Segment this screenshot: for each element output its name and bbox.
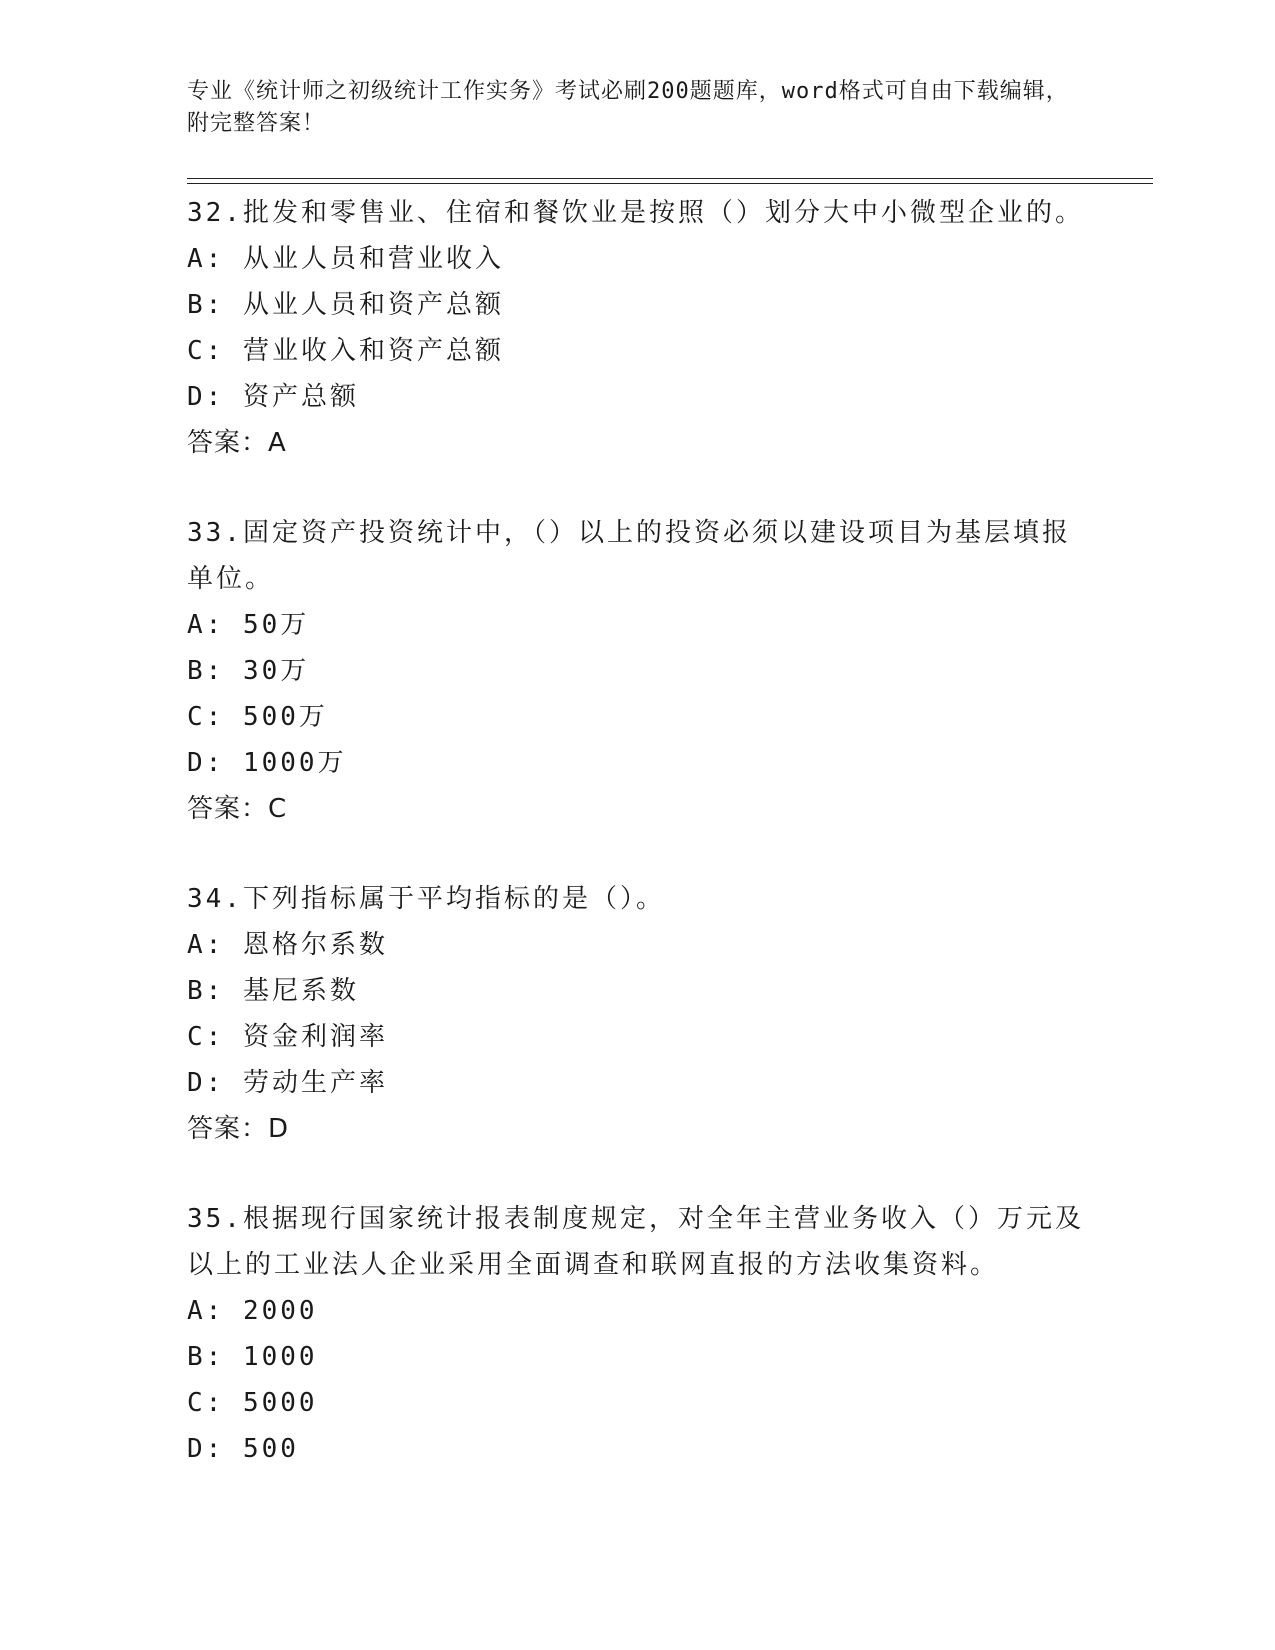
question-35 — [187, 1196, 1087, 1472]
option-d: D: 1000万 — [187, 748, 347, 778]
question-34 — [187, 876, 1087, 1152]
question-list — [187, 190, 1087, 1516]
option-b: B: 从业人员和资产总额 — [187, 290, 504, 320]
answer-line: 答案：D — [187, 1114, 290, 1144]
header-divider-bottom — [187, 183, 1153, 184]
header-divider-top — [187, 178, 1153, 179]
option-d: D: 资产总额 — [187, 382, 359, 412]
option-d: D: 500 — [187, 1434, 299, 1464]
option-c: C: 资金利润率 — [187, 1022, 388, 1052]
option-a: A: 50万 — [187, 610, 310, 640]
option-b: B: 基尼系数 — [187, 976, 359, 1006]
option-a: A: 2000 — [187, 1296, 318, 1326]
question-stem: 35.根据现行国家统计报表制度规定，对全年主营业务收入（）万元及以上的工业法人企业采用全面调查和联网直报的方法收集资料。 — [187, 1204, 1084, 1280]
option-a: A: 从业人员和营业收入 — [187, 244, 504, 274]
question-stem: 32.批发和零售业、住宿和餐饮业是按照（）划分大中小微型企业的。 — [187, 198, 1084, 228]
option-b: B: 30万 — [187, 656, 310, 686]
option-b: B: 1000 — [187, 1342, 318, 1372]
question-32 — [187, 190, 1087, 466]
option-a: A: 恩格尔系数 — [187, 930, 388, 960]
answer-line: 答案：C — [187, 794, 288, 824]
question-stem: 33.固定资产投资统计中，（）以上的投资必须以建设项目为基层填报单位。 — [187, 518, 1071, 594]
option-c: C: 500万 — [187, 702, 328, 732]
question-33 — [187, 510, 1087, 832]
answer-line: 答案：A — [187, 428, 287, 458]
option-d: D: 劳动生产率 — [187, 1068, 388, 1098]
question-stem: 34.下列指标属于平均指标的是（）。 — [187, 884, 665, 914]
option-c: C: 营业收入和资产总额 — [187, 336, 504, 366]
option-c: C: 5000 — [187, 1388, 318, 1418]
document-header: 专业《统计师之初级统计工作实务》考试必刷200题题库，word格式可自由下载编辑，附完整答案！ — [187, 79, 1069, 136]
